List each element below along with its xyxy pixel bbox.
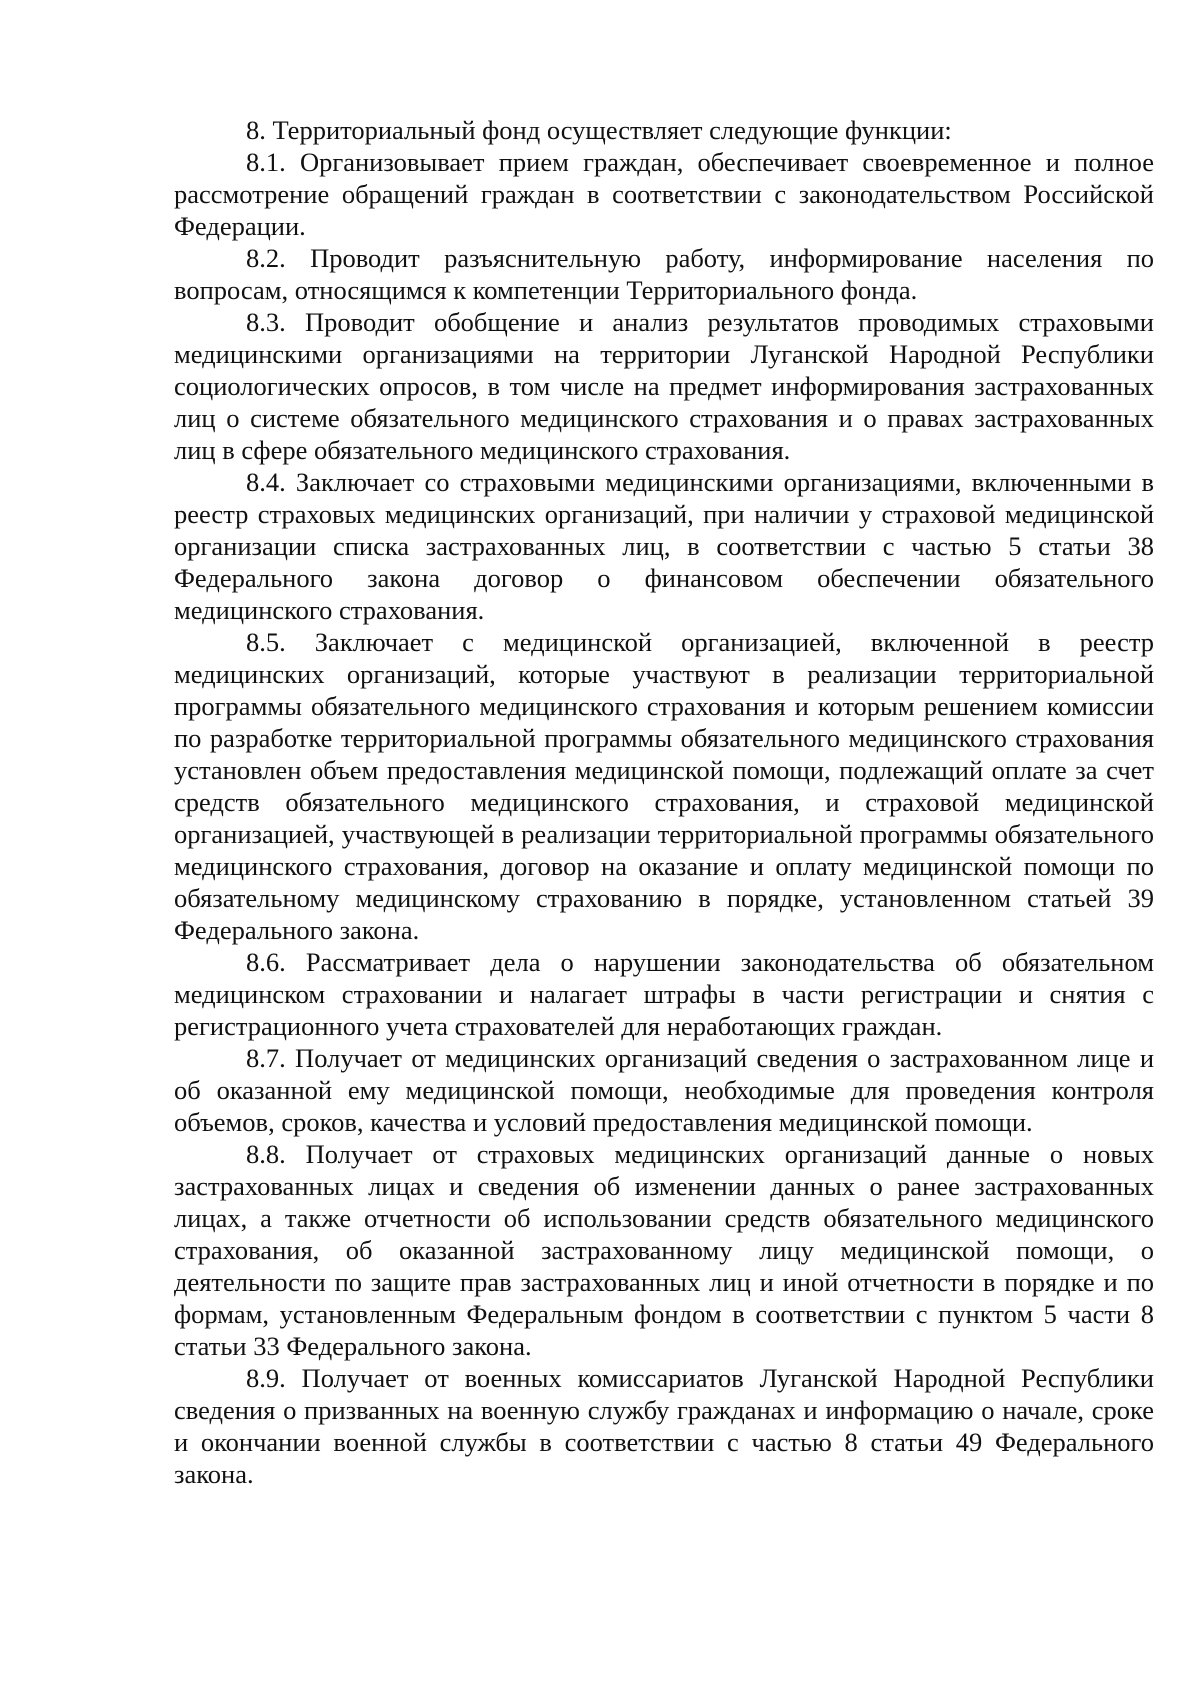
clause-8-4: 8.4. Заключает со страховыми медицинскими организациями, включенными в реестр страховых медицинских организаций, при наличии у страховой медицинской организации списка застрахованных лиц, в соответствии с частью 5 статьи 38 Федерального закона договор о финансовом обеспечении обязательного медицинского страхования. <box>174 467 1154 625</box>
clause-8-7: 8.7. Получает от медицинских организаций сведения о застрахованном лице и об оказанной ему медицинской помощи, необходимые для проведения контроля объемов, сроков, качества и условий предоставления медицинской помощи. <box>174 1043 1154 1137</box>
clause-8-6: 8.6. Рассматривает дела о нарушении законодательства об обязательном медицинском страховании и налагает штрафы в части регистрации и снятия с регистрационного учета страхователей для неработающих граждан. <box>174 947 1154 1041</box>
clause-8-9: 8.9. Получает от военных комиссариатов Луганской Народной Республики сведения о призванных на военную службу гражданах и информацию о начале, сроке и окончании военной службы в соответствии с частью 8 статьи 49 Федерального закона. <box>174 1363 1154 1489</box>
clause-8-8: 8.8. Получает от страховых медицинских организаций данные о новых застрахованных лицах и сведения об изменении данных о ранее застрахованных лицах, а также отчетности об использовании средств обязательного медицинского страхования, об оказанной застрахованному лицу медицинской помощи, о деятельности по защите прав застрахованных лиц и иной отчетности в порядке и по формам, установленным Федеральным фондом в соответствии с пунктом 5 части 8 статьи 33 Федерального закона. <box>174 1139 1154 1361</box>
clause-8-1: 8.1. Организовывает прием граждан, обеспечивает своевременное и полное рассмотрение обращений граждан в соответствии с законодательством Российской Федерации. <box>174 147 1154 241</box>
document-body <box>174 114 1154 1490</box>
section-8-heading: 8. Территориальный фонд осуществляет следующие функции: <box>246 115 952 145</box>
clause-8-2: 8.2. Проводит разъяснительную работу, информирование населения по вопросам, относящимся к компетенции Территориального фонда. <box>174 243 1154 305</box>
clause-8-5: 8.5. Заключает с медицинской организацией, включенной в реестр медицинских организаций, которые участвуют в реализации территориальной программы обязательного медицинского страхования и которым решением комиссии по разработке территориальной программы обязательного медицинского страхования установлен объем предоставления медицинской помощи, подлежащий оплате за счет средств обязательного медицинского страхования, и страховой медицинской организацией, участвующей в реализации территориальной программы обязательного медицинского страхования, договор на оказание и оплату медицинской помощи по обязательному медицинскому страхованию в порядке, установленном статьей 39 Федерального закона. <box>174 627 1154 945</box>
clause-8-3: 8.3. Проводит обобщение и анализ результатов проводимых страховыми медицинскими организациями на территории Луганской Народной Республики социологических опросов, в том числе на предмет информирования застрахованных лиц о системе обязательного медицинского страхования и о правах застрахованных лиц в сфере обязательного медицинского страхования. <box>174 307 1154 465</box>
